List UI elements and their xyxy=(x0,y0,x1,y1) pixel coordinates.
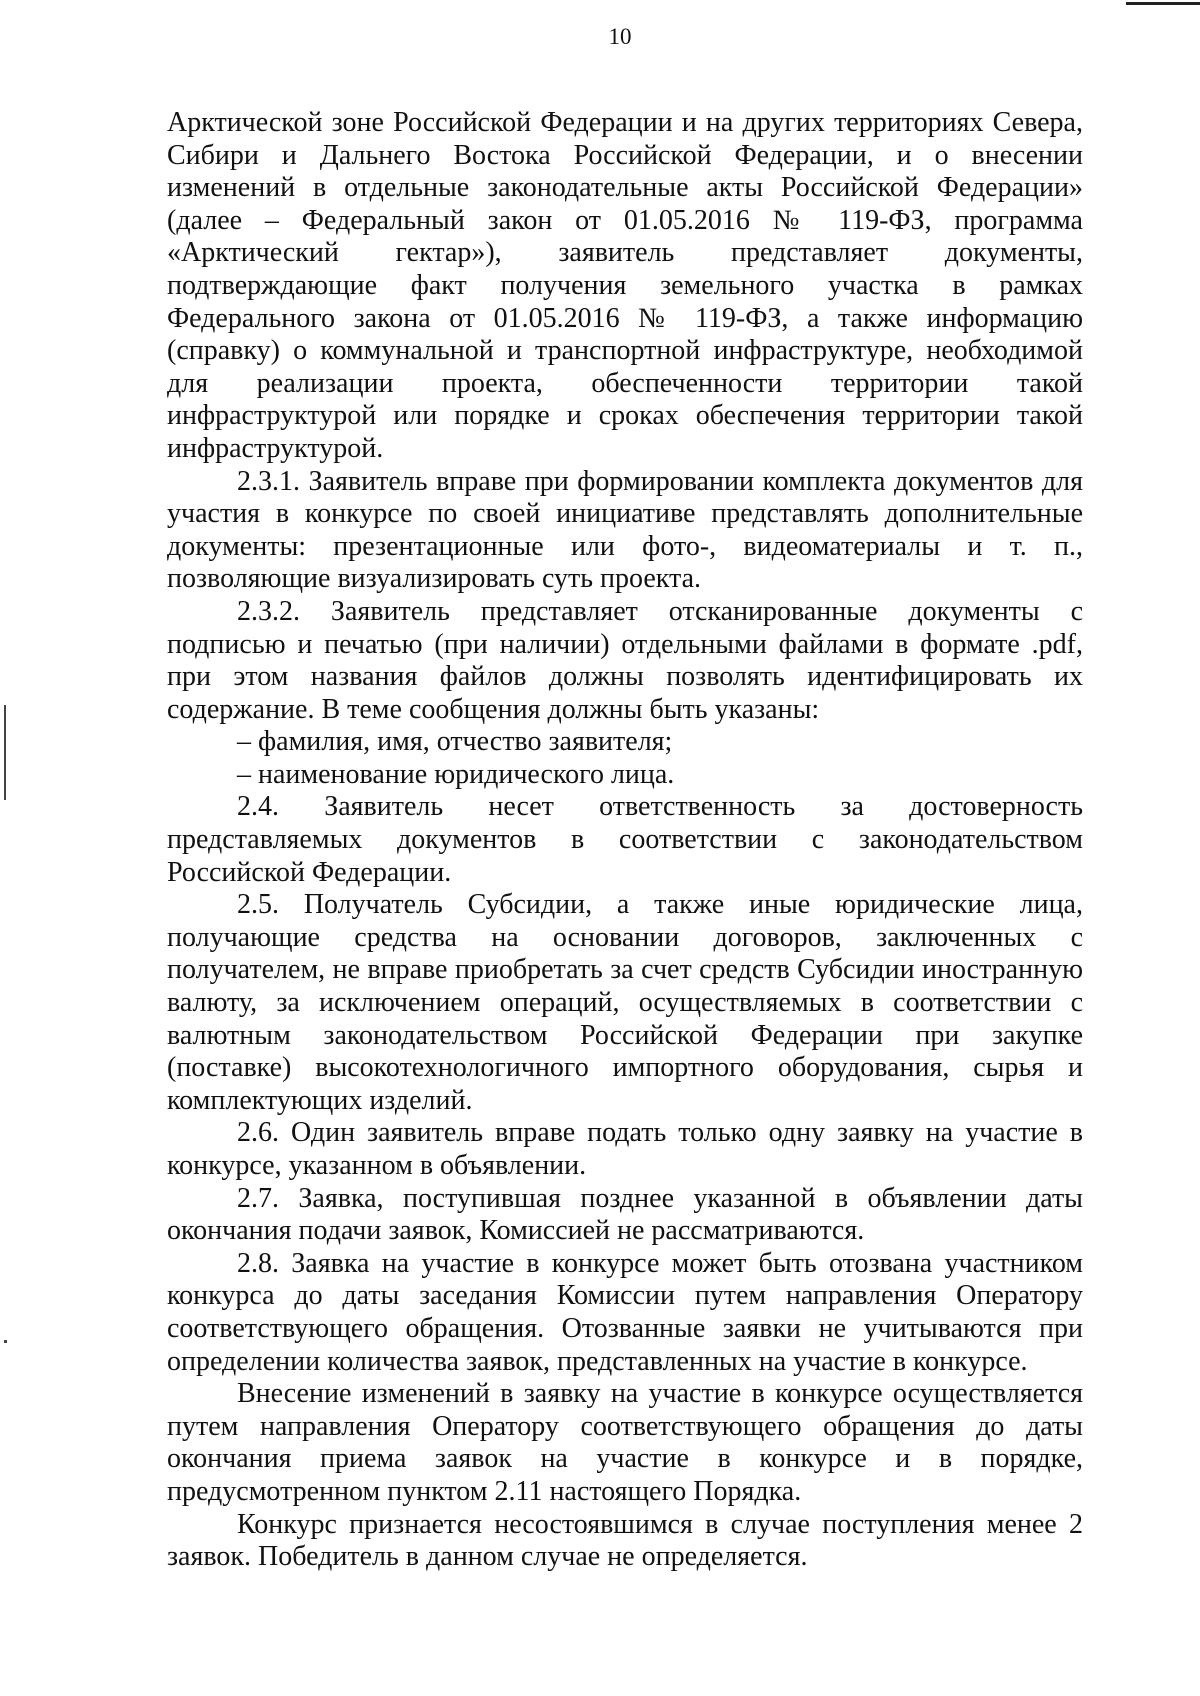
list-item-applicant-name: – фамилия, имя, отчество заявителя; xyxy=(237,726,673,758)
list-item-legal-entity: – наименование юридического лица. xyxy=(237,758,675,790)
paragraph-continuation: Арктической зоне Российской Федерации и на других территориях Севера, Сибири и Дальнего Востока Российской Федерации, и о внесении изменений в отдельные законодательные акты Российской Федерации» (далее – Федеральный закон от 01.05.2016 № 119-ФЗ, программа «Арктический гектар»), заявитель представляет документы, подтверждающие факт получения земельного участка в рамках Федерального закона от 01.05.2016 № 119-ФЗ, а также информацию (справку) о коммунальной и транспортной инфраструктуре, необходимой для реализации проекта, обеспеченности территории такой инфраструктурой или порядке и сроках обеспечения территории такой инфраструктурой. xyxy=(167,107,1083,464)
paragraph-2-5: 2.5. Получатель Субсидии, а также иные юридические лица, получающие средства на основании договоров, заключенных с получателем, не вправе приобретать за счет средств Субсидии иностранную валюту, за исключением операций, осуществляемых в соответствии с валютным законодательством Российской Федерации при закупке (поставке) высокотехнологичного импортного оборудования, сырья и комплектующих изделий. xyxy=(167,889,1083,1116)
document-body xyxy=(167,107,1083,1574)
paragraph-2-8: 2.8. Заявка на участие в конкурсе может быть отозвана участником конкурса до даты заседания Комиссии путем направления Оператору соответствующего обращения. Отозванные заявки не учитываются при определении количества заявок, представленных на участие в конкурсе. xyxy=(167,1247,1083,1377)
paragraph-failed-contest: Конкурс признается несостоявшимся в случае поступления менее 2 заявок. Победитель в данном случае не определяется. xyxy=(167,1508,1083,1573)
scan-speck xyxy=(4,1340,7,1343)
paragraph-2-4: 2.4. Заявитель несет ответственность за достоверность представляемых документов в соответствии с законодательством Российской Федерации. xyxy=(167,791,1083,888)
paragraph-amendments: Внесение изменений в заявку на участие в конкурсе осуществляется путем направления Оператору соответствующего обращения до даты окончания приема заявок на участие в конкурсе и в порядке, предусмотренном пунктом 2.11 настоящего Порядка. xyxy=(167,1378,1083,1507)
top-edge-rule xyxy=(1126,2,1200,5)
page-number: 10 xyxy=(608,24,632,49)
paragraph-2-6: 2.6. Один заявитель вправе подать только одну заявку на участие в конкурсе, указанном в объявлении. xyxy=(167,1117,1083,1181)
paragraph-2-7: 2.7. Заявка, поступившая позднее указанной в объявлении даты окончания подачи заявок, Комиссией не рассматриваются. xyxy=(167,1182,1083,1247)
scan-edge-mark xyxy=(4,705,6,800)
paragraph-2-3-1: 2.3.1. Заявитель вправе при формировании комплекта документов для участия в конкурсе по своей инициативе представлять дополнительные документы: презентационные или фото-, видеоматериалы и т. п., позволяющие визуализировать суть проекта. xyxy=(167,465,1083,595)
paragraph-2-3-2: 2.3.2. Заявитель представляет отсканированные документы с подписью и печатью (при наличии) отдельными файлами в формате .pdf, при этом названия файлов должны позволять идентифицировать их содержание. В теме сообщения должны быть указаны: xyxy=(167,595,1083,725)
